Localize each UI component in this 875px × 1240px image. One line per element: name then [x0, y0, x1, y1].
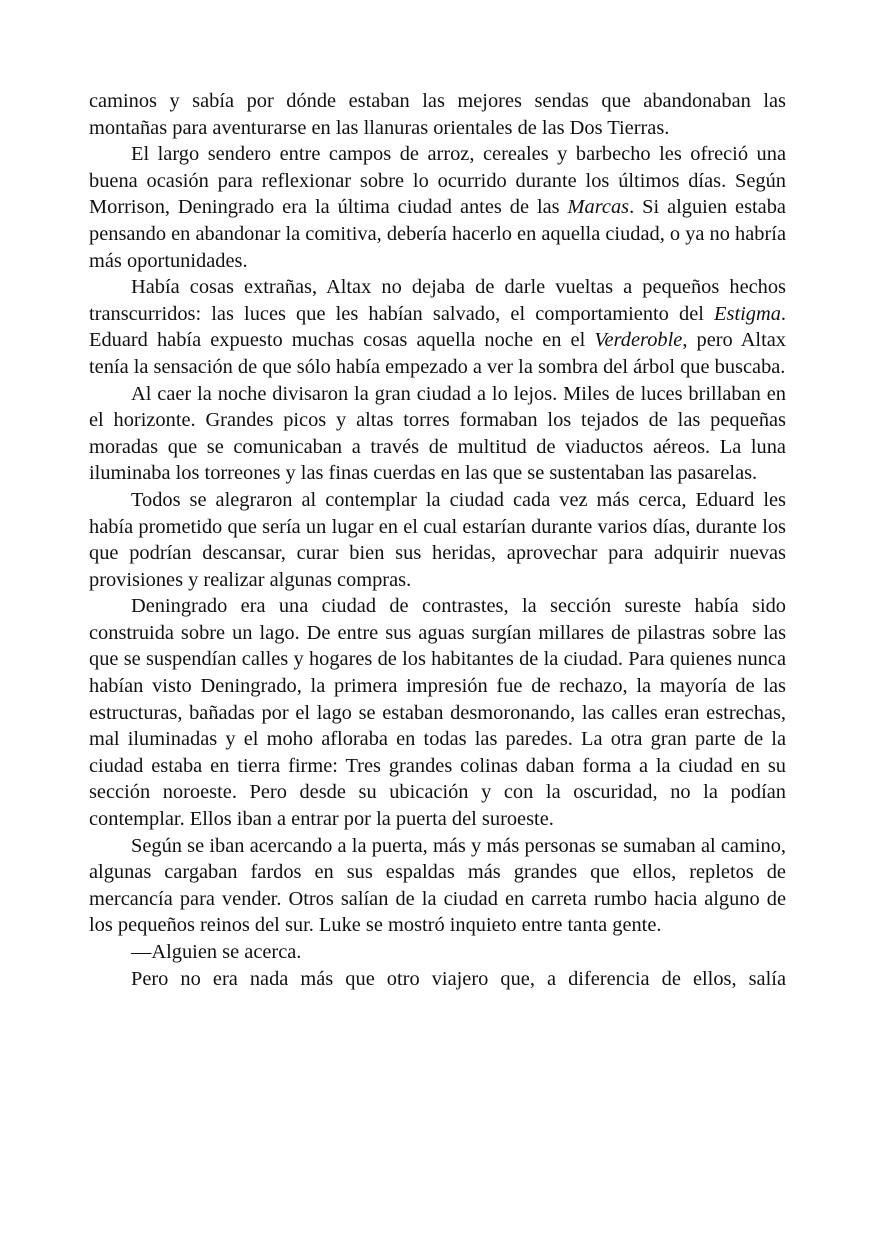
paragraph-3-text-a: Había cosas extrañas, Altax no dejaba de darle vueltas a pequeños hechos transcurridos: las luces que les habían salvado, el comportamiento del	[89, 276, 786, 325]
paragraph-5	[89, 487, 786, 593]
paragraph-4	[89, 381, 786, 487]
paragraph-continued-text: Pero no era nada más que otro viajero que, a diferencia de ellos, salía	[131, 967, 786, 990]
paragraph-6-text: Deningrado era una ciudad de contrastes, la sección sureste había sido construida sobre un lago. De entre sus aguas surgían millares de pilastras sobre las que se suspendían calles y hogares de los habitantes de la ciudad. Para quienes nunca habían visto Deningrado, la primera impresión fue de rechazo, la mayoría de las estructuras, bañadas por el lago se estaban desmoronando, las calles eran estrechas, mal iluminadas y el moho afloraba en todas las paredes. La otra gran parte de la ciudad estaba en tierra firme: Tres grandes colinas daban forma a la ciudad en su sección noroeste. Pero desde su ubicación y con la oscuridad, no la podían contemplar. Ellos iban a entrar por la puerta del suroeste.	[89, 595, 786, 831]
paragraph-6	[89, 593, 786, 832]
paragraph-1-text: caminos y sabía por dónde estaban las mejores sendas que abandonaban las montañas para aventurarse en las llanuras orientales de las Dos Tierras.	[89, 90, 786, 139]
paragraph-4-text: Al caer la noche divisaron la gran ciudad a lo lejos. Miles de luces brillaban en el horizonte. Grandes picos y altas torres formaban los tejados de las pequeñas moradas que se comunicaban a través de multitud de viaductos aéreos. La luna iluminaba los torreones y las finas cuerdas en las que se sustentaban las pasarelas.	[89, 382, 786, 485]
paragraph-2-text-a: El largo sendero entre campos de arroz, cereales y barbecho les ofreció una buena ocasión para reflexionar sobre lo ocurrido durante los últimos días. Según Morrison, Deningrado era la última ciudad antes de las	[89, 143, 786, 219]
paragraph-continued	[89, 966, 786, 993]
paragraph-7	[89, 833, 786, 939]
paragraph-3-italic-verderoble: Verderoble	[594, 329, 683, 352]
paragraph-3-text-c: , pero Altax tenía la sensación de que sólo había empezado a ver la sombra del árbol que buscaba.	[89, 329, 787, 378]
paragraph-2	[89, 141, 786, 274]
paragraph-3-italic-estigma: Estigma	[714, 302, 781, 325]
paragraph-7-text: Según se iban acercando a la puerta, más y más personas se sumaban al camino, algunas cargaban fardos en sus espaldas más grandes que ellos, repletos de mercancía para vender. Otros salían de la ciudad en carreta rumbo hacia alguno de los pequeños reinos del sur. Luke se mostró inquieto entre tanta gente.	[89, 834, 786, 937]
paragraph-2-text-b: . Si alguien estaba pensando en abandonar la comitiva, debería hacerlo en aquella ciudad, o ya no habría más oportunidades.	[89, 196, 786, 272]
paragraph-5-text: Todos se alegraron al contemplar la ciudad cada vez más cerca, Eduard les había prometido que sería un lugar en el cual estarían durante varios días, durante los que podrían descansar, curar bien sus heridas, aprovechar para adquirir nuevas provisiones y realizar algunas compras.	[89, 488, 786, 591]
paragraph-3-text-b: . Eduard había expuesto muchas cosas aquella noche en el	[89, 302, 786, 352]
paragraph-2-italic-marcas: Marcas	[567, 196, 630, 219]
book-page	[89, 88, 786, 992]
dialogue-line-text: —Alguien se acerca.	[131, 941, 302, 963]
paragraph-1	[89, 88, 786, 141]
paragraph-3	[89, 274, 786, 380]
dialogue-line	[89, 939, 786, 966]
